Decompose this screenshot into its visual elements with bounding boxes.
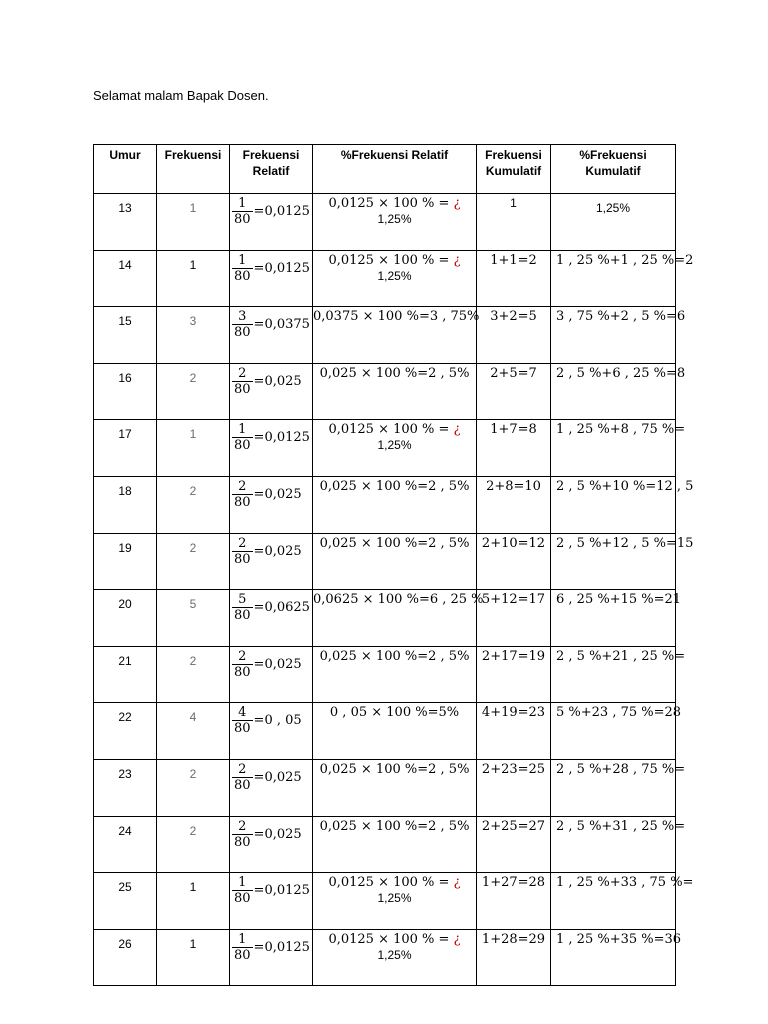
cell-frekuensi-kumulatif: 5+12=17	[477, 590, 551, 647]
relative-value: =0,025	[253, 656, 302, 672]
cell-pct-frekuensi-relatif	[313, 194, 477, 251]
relative-value: =0,025	[253, 769, 302, 785]
fraction-denominator: 80	[234, 494, 251, 510]
cell-frekuensi: 1	[157, 194, 230, 251]
fraction	[232, 762, 253, 793]
pct-expression: 0,025 × 100 %=2 , 5%	[319, 648, 470, 664]
header-frekuensi	[157, 145, 230, 194]
pct-result: 1,25%	[377, 438, 412, 453]
cell-frekuensi-relatif	[230, 533, 313, 590]
cell-frekuensi-relatif	[230, 703, 313, 760]
fraction-denominator: 80	[234, 268, 251, 284]
cell-umur: 15	[94, 307, 157, 364]
cell-frekuensi-relatif	[230, 194, 313, 251]
table-row	[94, 816, 676, 873]
table-row	[94, 533, 676, 590]
cell-frekuensi-kumulatif: 3+2=5	[477, 307, 551, 364]
header-umur	[94, 145, 157, 194]
cell-umur: 25	[94, 873, 157, 930]
cell-umur: 18	[94, 476, 157, 533]
cell-pct-frekuensi-relatif	[313, 703, 477, 760]
cell-frekuensi: 2	[157, 533, 230, 590]
cell-frekuensi-relatif	[230, 363, 313, 420]
fraction-denominator: 80	[234, 947, 251, 963]
cell-pct-frekuensi-relatif	[313, 873, 477, 930]
fraction-numerator: 2	[238, 365, 247, 381]
cell-pct-frekuensi-relatif	[313, 363, 477, 420]
fraction	[232, 819, 253, 850]
cell-umur: 23	[94, 759, 157, 816]
cell-pct-frekuensi-kumulatif: 5 %+23 , 75 %=28	[551, 703, 676, 760]
pct-expression: 0,0125 × 100 % =	[328, 422, 454, 438]
cell-umur: 13	[94, 194, 157, 251]
fraction-numerator: 3	[238, 309, 247, 325]
cell-frekuensi-kumulatif: 2+8=10	[477, 476, 551, 533]
cell-pct-frekuensi-kumulatif: 2 , 5 %+12 , 5 %=15	[551, 533, 676, 590]
fraction	[232, 932, 253, 963]
fraction-denominator: 80	[234, 212, 251, 227]
fraction-numerator: 2	[238, 818, 247, 834]
fraction	[232, 649, 253, 680]
cell-pct-frekuensi-relatif	[313, 250, 477, 307]
fraction-numerator: 1	[238, 422, 247, 438]
fraction	[232, 536, 253, 567]
table-row	[94, 476, 676, 533]
header-label-line1: %Frekuensi Relatif	[340, 148, 449, 162]
cell-pct-frekuensi-kumulatif: 2 , 5 %+21 , 25 %=	[551, 646, 676, 703]
cell-pct-frekuensi-kumulatif: 6 , 25 %+15 %=21	[551, 590, 676, 647]
cell-pct-frekuensi-relatif	[313, 590, 484, 647]
table-row	[94, 590, 676, 647]
cell-frekuensi: 2	[157, 759, 230, 816]
fraction-numerator: 5	[238, 592, 247, 608]
pct-expression: 0,025 × 100 %=2 , 5%	[319, 365, 470, 381]
fraction-denominator: 80	[234, 664, 251, 680]
table-row	[94, 929, 676, 986]
fraction-denominator: 80	[234, 551, 251, 567]
cell-frekuensi: 1	[157, 420, 230, 477]
cell-pct-frekuensi-relatif	[313, 307, 480, 364]
pct-expression: 0 , 05 × 100 %=5%	[329, 705, 460, 721]
fraction	[232, 366, 253, 397]
cell-umur: 20	[94, 590, 157, 647]
cell-umur: 26	[94, 929, 157, 986]
pct-result: 1,25%	[377, 947, 412, 962]
cell-pct-frekuensi-relatif	[313, 646, 477, 703]
cell-pct-frekuensi-relatif	[313, 816, 477, 873]
table-row	[94, 759, 676, 816]
cell-frekuensi-kumulatif: 4+19=23	[477, 703, 551, 760]
cell-pct-frekuensi-kumulatif: 2 , 5 %+10 %=12 , 5	[551, 476, 676, 533]
cell-umur: 24	[94, 816, 157, 873]
cell-frekuensi-relatif	[230, 646, 313, 703]
header-pct-frekuensi-kumulatif	[551, 145, 676, 194]
cell-pct-frekuensi-relatif	[313, 476, 477, 533]
cell-pct-frekuensi-kumulatif: 1,25%	[551, 194, 676, 251]
fraction-numerator: 2	[238, 478, 247, 494]
fraction-numerator: 2	[238, 535, 247, 551]
cell-umur: 14	[94, 250, 157, 307]
cell-pct-frekuensi-relatif	[313, 533, 477, 590]
relative-value: =0,025	[253, 373, 302, 389]
fraction-denominator: 80	[234, 325, 251, 341]
fraction	[232, 253, 253, 284]
cell-frekuensi-kumulatif: 1+1=2	[477, 250, 551, 307]
pct-expression: 0,0125 × 100 % =	[328, 252, 454, 268]
fraction-numerator: 1	[238, 931, 247, 947]
cell-frekuensi: 1	[157, 929, 230, 986]
pct-result: 1,25%	[377, 212, 412, 226]
header-label-line1: Frekuensi	[164, 148, 222, 162]
relative-value: =0,0625	[253, 600, 310, 616]
cell-pct-frekuensi-kumulatif: 2 , 5 %+31 , 25 %=	[551, 816, 676, 873]
fraction	[232, 196, 253, 227]
pct-expression: 0,025 × 100 %=2 , 5%	[319, 478, 470, 494]
cell-frekuensi-kumulatif: 2+5=7	[477, 363, 551, 420]
cell-umur: 19	[94, 533, 157, 590]
cell-frekuensi-kumulatif: 2+25=27	[477, 816, 551, 873]
fraction-numerator: 4	[238, 705, 247, 721]
unknown-glyph: ¿	[453, 931, 461, 947]
cell-umur: 16	[94, 363, 157, 420]
fraction-numerator: 2	[238, 648, 247, 664]
unknown-glyph: ¿	[453, 875, 461, 891]
cell-frekuensi-kumulatif: 2+10=12	[477, 533, 551, 590]
cell-pct-frekuensi-kumulatif: 1 , 25 %+35 %=36	[551, 929, 676, 986]
table-row	[94, 363, 676, 420]
header-label-line1: %Frekuensi	[579, 148, 647, 162]
cell-frekuensi: 3	[157, 307, 230, 364]
cell-pct-frekuensi-relatif	[313, 929, 477, 986]
pct-expression: 0,0125 × 100 % =	[328, 196, 454, 211]
unknown-glyph: ¿	[453, 422, 461, 438]
fraction-denominator: 80	[234, 777, 251, 793]
fraction-denominator: 80	[234, 381, 251, 397]
fraction-numerator: 1	[238, 252, 247, 268]
pct-expression: 0,0625 × 100 %=6 , 25 %	[313, 592, 484, 608]
cell-frekuensi-relatif	[230, 759, 313, 816]
relative-value: =0,0125	[253, 204, 310, 219]
cell-frekuensi-relatif	[230, 250, 313, 307]
fraction-denominator: 80	[234, 608, 251, 624]
cell-pct-frekuensi-kumulatif: 1 , 25 %+33 , 75 %=	[551, 873, 676, 930]
frequency-table	[93, 144, 694, 986]
cell-pct-frekuensi-kumulatif: 1 , 25 %+1 , 25 %=2	[551, 250, 676, 307]
header-label-line1: Frekuensi	[485, 148, 542, 162]
cell-frekuensi-relatif	[230, 420, 313, 477]
fraction	[232, 875, 253, 906]
table-body	[94, 194, 694, 986]
unknown-glyph: ¿	[453, 252, 461, 268]
cell-frekuensi: 2	[157, 646, 230, 703]
pct-expression: 0,0375 × 100 %=3 , 75%	[313, 309, 480, 325]
fraction	[232, 592, 253, 623]
cell-umur: 22	[94, 703, 157, 760]
cell-frekuensi-relatif	[230, 476, 313, 533]
cell-umur: 17	[94, 420, 157, 477]
relative-value: =0 , 05	[253, 713, 302, 729]
table-row	[94, 646, 676, 703]
fraction-denominator: 80	[234, 834, 251, 850]
fraction	[232, 479, 253, 510]
table-row	[94, 703, 676, 760]
fraction	[232, 705, 253, 736]
cell-frekuensi-kumulatif: 1+27=28	[477, 873, 551, 930]
pct-expression: 0,0125 × 100 % =	[328, 931, 454, 947]
fraction-denominator: 80	[234, 721, 251, 737]
cell-frekuensi: 5	[157, 590, 230, 647]
pct-result: 1,25%	[377, 891, 412, 906]
fraction	[232, 309, 253, 340]
cell-frekuensi-kumulatif: 1	[477, 194, 551, 251]
table-row	[94, 420, 676, 477]
relative-value: =0,0125	[253, 430, 310, 446]
relative-value: =0,025	[253, 486, 302, 502]
cell-frekuensi-kumulatif: 1+7=8	[477, 420, 551, 477]
pct-result: 1,25%	[377, 268, 412, 283]
cell-frekuensi-relatif	[230, 873, 313, 930]
cell-frekuensi-relatif	[230, 590, 313, 647]
table-row	[94, 250, 676, 307]
cell-frekuensi-kumulatif: 2+17=19	[477, 646, 551, 703]
fraction-numerator: 1	[238, 875, 247, 891]
relative-value: =0,0125	[253, 939, 310, 955]
cell-frekuensi: 1	[157, 250, 230, 307]
relative-value: =0,0375	[253, 317, 310, 333]
cell-pct-frekuensi-kumulatif: 2 , 5 %+6 , 25 %=8	[551, 363, 676, 420]
header-label-line2: Kumulatif	[485, 164, 542, 178]
cell-frekuensi-relatif	[230, 307, 313, 364]
header-label-line2: Relatif	[252, 164, 290, 178]
relative-value: =0,025	[253, 543, 302, 559]
table-header-row	[94, 145, 676, 194]
pct-expression: 0,0125 × 100 % =	[328, 875, 454, 891]
relative-value: =0,025	[253, 826, 302, 842]
cell-frekuensi-kumulatif: 1+28=29	[477, 929, 551, 986]
cell-frekuensi-kumulatif: 2+23=25	[477, 759, 551, 816]
unknown-glyph: ¿	[453, 196, 461, 211]
cell-frekuensi-relatif	[230, 929, 313, 986]
fraction-numerator: 2	[238, 761, 247, 777]
header-frekuensi-relatif	[230, 145, 313, 194]
cell-pct-frekuensi-kumulatif: 2 , 5 %+28 , 75 %=	[551, 759, 676, 816]
cell-pct-frekuensi-relatif	[313, 420, 477, 477]
relative-value: =0,0125	[253, 883, 310, 899]
greeting-text: Selamat malam Bapak Dosen.	[93, 88, 269, 103]
header-label-line2: Kumulatif	[585, 164, 641, 178]
pct-expression: 0,025 × 100 %=2 , 5%	[319, 535, 470, 551]
cell-frekuensi: 2	[157, 476, 230, 533]
fraction-numerator: 1	[238, 196, 247, 211]
fraction	[232, 422, 253, 453]
cell-pct-frekuensi-relatif	[313, 759, 477, 816]
cell-frekuensi: 1	[157, 873, 230, 930]
cell-pct-frekuensi-kumulatif: 3 , 75 %+2 , 5 %=6	[551, 307, 676, 364]
header-frekuensi-kumulatif	[477, 145, 551, 194]
pct-expression: 0,025 × 100 %=2 , 5%	[319, 761, 470, 777]
relative-value: =0,0125	[253, 260, 310, 276]
cell-umur: 21	[94, 646, 157, 703]
cell-frekuensi: 2	[157, 363, 230, 420]
header-pct-frekuensi-relatif	[313, 145, 477, 194]
table-row	[94, 873, 676, 930]
table-row	[94, 194, 676, 251]
pct-expression: 0,025 × 100 %=2 , 5%	[319, 818, 470, 834]
cell-frekuensi: 4	[157, 703, 230, 760]
fraction-denominator: 80	[234, 891, 251, 907]
cell-frekuensi-relatif	[230, 816, 313, 873]
header-label-line1: Frekuensi	[242, 148, 300, 162]
header-label-line1: Umur	[109, 148, 141, 162]
cell-frekuensi: 2	[157, 816, 230, 873]
fraction-denominator: 80	[234, 438, 251, 454]
cell-pct-frekuensi-kumulatif: 1 , 25 %+8 , 75 %=	[551, 420, 676, 477]
table-row	[94, 307, 676, 364]
